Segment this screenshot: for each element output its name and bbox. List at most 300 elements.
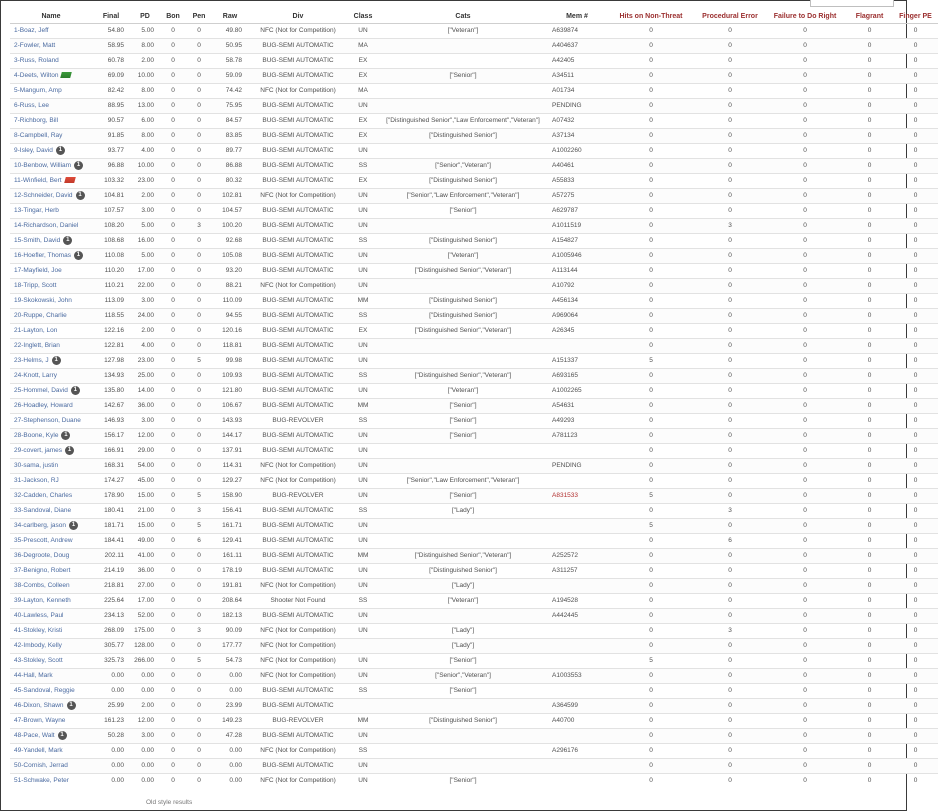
count-badge[interactable]: 1 bbox=[52, 356, 61, 365]
final-cell: 0.00 bbox=[92, 669, 130, 684]
cats-cell: ["Veteran"] bbox=[378, 594, 548, 609]
bon-cell: 0 bbox=[160, 519, 186, 534]
pd-cell: 23.00 bbox=[130, 354, 160, 369]
hits-non-threat-cell: 0 bbox=[606, 114, 696, 129]
final-cell: 218.81 bbox=[92, 579, 130, 594]
bon-cell: 0 bbox=[160, 309, 186, 324]
final-cell: 156.17 bbox=[92, 429, 130, 444]
procedural-error-cell: 0 bbox=[696, 99, 764, 114]
count-badge[interactable]: 1 bbox=[71, 386, 80, 395]
shooter-name: 34-carlberg, jason bbox=[14, 522, 67, 529]
finger-pe-cell: 0 bbox=[893, 249, 938, 264]
hits-non-threat-cell: 0 bbox=[606, 204, 696, 219]
class-cell: UN bbox=[348, 444, 378, 459]
finger-pe-cell: 0 bbox=[893, 24, 938, 39]
failure-to-do-right-cell: 0 bbox=[764, 594, 846, 609]
shooter-name-link[interactable] bbox=[10, 594, 92, 609]
shooter-name-link[interactable] bbox=[10, 774, 92, 789]
div-cell: BUG-SEMI AUTOMATIC bbox=[248, 399, 348, 414]
table-row bbox=[10, 69, 938, 84]
cats-cell: ["Senior","Veteran"] bbox=[378, 159, 548, 174]
col-class[interactable]: Class bbox=[348, 9, 378, 24]
shooter-name: 22-Inglett, Brian bbox=[14, 342, 60, 349]
mem-cell bbox=[548, 759, 606, 774]
div-cell: BUG-SEMI AUTOMATIC bbox=[248, 249, 348, 264]
hits-non-threat-cell: 0 bbox=[606, 594, 696, 609]
failure-to-do-right-cell: 0 bbox=[764, 114, 846, 129]
pd-cell: 22.00 bbox=[130, 279, 160, 294]
final-cell: 108.68 bbox=[92, 234, 130, 249]
cats-cell bbox=[378, 354, 548, 369]
procedural-error-cell: 0 bbox=[696, 204, 764, 219]
hits-non-threat-cell: 0 bbox=[606, 579, 696, 594]
hits-non-threat-cell: 0 bbox=[606, 759, 696, 774]
flagrant-cell: 0 bbox=[846, 249, 893, 264]
procedural-error-cell: 0 bbox=[696, 729, 764, 744]
div-cell: BUG-SEMI AUTOMATIC bbox=[248, 219, 348, 234]
shooter-name-link[interactable] bbox=[10, 729, 92, 744]
procedural-error-cell: 0 bbox=[696, 159, 764, 174]
shooter-name-link[interactable] bbox=[10, 204, 92, 219]
col-flagrant[interactable]: Flagrant bbox=[846, 9, 893, 24]
finger-pe-cell: 0 bbox=[893, 189, 938, 204]
mem-cell: A49293 bbox=[548, 414, 606, 429]
hits-non-threat-cell: 0 bbox=[606, 504, 696, 519]
bon-cell: 0 bbox=[160, 324, 186, 339]
finger-pe-cell: 0 bbox=[893, 129, 938, 144]
pd-cell: 54.00 bbox=[130, 459, 160, 474]
shooter-name-link[interactable] bbox=[10, 39, 92, 54]
failure-to-do-right-cell: 0 bbox=[764, 729, 846, 744]
raw-cell: 88.21 bbox=[212, 279, 248, 294]
shooter-name-link[interactable] bbox=[10, 504, 92, 519]
shooter-name-link[interactable] bbox=[10, 249, 92, 264]
final-cell: 178.90 bbox=[92, 489, 130, 504]
bon-cell: 0 bbox=[160, 279, 186, 294]
table-row bbox=[10, 369, 938, 384]
col-name[interactable]: Name bbox=[10, 9, 92, 24]
procedural-error-cell: 0 bbox=[696, 414, 764, 429]
shooter-name: 20-Ruppe, Charlie bbox=[14, 312, 67, 319]
count-badge[interactable]: 1 bbox=[58, 731, 67, 740]
pen-cell: 0 bbox=[186, 129, 212, 144]
shooter-name-link[interactable] bbox=[10, 414, 92, 429]
shooter-name: 51-Schwake, Peter bbox=[14, 777, 69, 784]
shooter-name-link[interactable] bbox=[10, 684, 92, 699]
shooter-name: 10-Benbow, William bbox=[14, 162, 72, 169]
failure-to-do-right-cell: 0 bbox=[764, 159, 846, 174]
final-cell: 93.77 bbox=[92, 144, 130, 159]
div-cell: NFC (Not for Competition) bbox=[248, 474, 348, 489]
mem-cell: A1011519 bbox=[548, 219, 606, 234]
shooter-name-link[interactable] bbox=[10, 699, 92, 714]
mem-cell: A55833 bbox=[548, 174, 606, 189]
class-cell: UN bbox=[348, 519, 378, 534]
div-cell: BUG-SEMI AUTOMATIC bbox=[248, 294, 348, 309]
shooter-name-link[interactable] bbox=[10, 99, 92, 114]
hits-non-threat-cell: 0 bbox=[606, 189, 696, 204]
final-cell: 234.13 bbox=[92, 609, 130, 624]
pd-cell: 4.00 bbox=[130, 144, 160, 159]
raw-cell: 105.08 bbox=[212, 249, 248, 264]
shooter-name-link[interactable] bbox=[10, 189, 92, 204]
col-final[interactable]: Final bbox=[92, 9, 130, 24]
bon-cell: 0 bbox=[160, 204, 186, 219]
bon-cell: 0 bbox=[160, 534, 186, 549]
shooter-name-link[interactable] bbox=[10, 399, 92, 414]
shooter-name-link[interactable] bbox=[10, 144, 92, 159]
flag-green-icon bbox=[61, 72, 73, 78]
col-failure-to-do-right[interactable]: Failure to Do Right bbox=[764, 9, 846, 24]
bon-cell: 0 bbox=[160, 234, 186, 249]
count-badge[interactable]: 1 bbox=[61, 431, 70, 440]
shooter-name: 35-Prescott, Andrew bbox=[14, 537, 73, 544]
shooter-name-link[interactable] bbox=[10, 444, 92, 459]
pen-cell: 0 bbox=[186, 609, 212, 624]
hits-non-threat-cell: 0 bbox=[606, 174, 696, 189]
finger-pe-cell: 0 bbox=[893, 654, 938, 669]
finger-pe-cell: 0 bbox=[893, 564, 938, 579]
finger-pe-cell: 0 bbox=[893, 69, 938, 84]
cats-cell: ["Distinguished Senior"] bbox=[378, 234, 548, 249]
bon-cell: 0 bbox=[160, 654, 186, 669]
pen-cell: 0 bbox=[186, 39, 212, 54]
div-cell: BUG-SEMI AUTOMATIC bbox=[248, 114, 348, 129]
final-cell: 166.91 bbox=[92, 444, 130, 459]
flagrant-cell: 0 bbox=[846, 309, 893, 324]
final-cell: 91.85 bbox=[92, 129, 130, 144]
table-row bbox=[10, 624, 938, 639]
shooter-name-link[interactable] bbox=[10, 309, 92, 324]
procedural-error-cell: 0 bbox=[696, 84, 764, 99]
shooter-name-link[interactable] bbox=[10, 54, 92, 69]
raw-cell: 49.80 bbox=[212, 24, 248, 39]
bon-cell: 0 bbox=[160, 369, 186, 384]
col-raw[interactable]: Raw bbox=[212, 9, 248, 24]
flagrant-cell: 0 bbox=[846, 534, 893, 549]
finger-pe-cell: 0 bbox=[893, 579, 938, 594]
shooter-name-link[interactable] bbox=[10, 369, 92, 384]
shooter-name-link[interactable] bbox=[10, 384, 92, 399]
shooter-name-link[interactable] bbox=[10, 489, 92, 504]
shooter-name: 36-Degroote, Doug bbox=[14, 552, 70, 559]
shooter-name-link[interactable] bbox=[10, 69, 92, 84]
raw-cell: 58.78 bbox=[212, 54, 248, 69]
shooter-name-link[interactable] bbox=[10, 114, 92, 129]
flagrant-cell: 0 bbox=[846, 144, 893, 159]
mem-cell: A194528 bbox=[548, 594, 606, 609]
pd-cell: 0.00 bbox=[130, 669, 160, 684]
shooter-name-link[interactable] bbox=[10, 654, 92, 669]
hits-non-threat-cell: 5 bbox=[606, 354, 696, 369]
shooter-name-link[interactable] bbox=[10, 519, 92, 534]
shooter-name: 42-Imbody, Kelly bbox=[14, 642, 62, 649]
final-cell: 110.08 bbox=[92, 249, 130, 264]
div-cell: Shooter Not Found bbox=[248, 594, 348, 609]
final-cell: 184.41 bbox=[92, 534, 130, 549]
cats-cell: ["Senior","Law Enforcement","Veteran"] bbox=[378, 189, 548, 204]
class-cell: UN bbox=[348, 534, 378, 549]
shooter-name-link[interactable] bbox=[10, 669, 92, 684]
procedural-error-cell: 0 bbox=[696, 249, 764, 264]
hits-non-threat-cell: 0 bbox=[606, 414, 696, 429]
shooter-name-link[interactable] bbox=[10, 294, 92, 309]
div-cell: BUG-SEMI AUTOMATIC bbox=[248, 129, 348, 144]
pd-cell: 5.00 bbox=[130, 249, 160, 264]
pd-cell: 10.00 bbox=[130, 159, 160, 174]
final-cell: 325.73 bbox=[92, 654, 130, 669]
table-row bbox=[10, 654, 938, 669]
finger-pe-cell: 0 bbox=[893, 714, 938, 729]
class-cell: UN bbox=[348, 144, 378, 159]
class-cell: SS bbox=[348, 159, 378, 174]
count-badge[interactable]: 1 bbox=[74, 251, 83, 260]
final-cell: 104.81 bbox=[92, 189, 130, 204]
pen-cell: 0 bbox=[186, 669, 212, 684]
table-row bbox=[10, 534, 938, 549]
shooter-name-link[interactable] bbox=[10, 609, 92, 624]
col-bon[interactable]: Bon bbox=[160, 9, 186, 24]
shooter-name-link[interactable] bbox=[10, 474, 92, 489]
col-cats[interactable]: Cats bbox=[378, 9, 548, 24]
old-style-results-link[interactable]: Old style results bbox=[146, 799, 193, 806]
final-cell: 107.57 bbox=[92, 204, 130, 219]
bon-cell: 0 bbox=[160, 114, 186, 129]
table-row bbox=[10, 264, 938, 279]
flagrant-cell: 0 bbox=[846, 459, 893, 474]
cats-cell: ["Lady"] bbox=[378, 624, 548, 639]
hits-non-threat-cell: 0 bbox=[606, 609, 696, 624]
failure-to-do-right-cell: 0 bbox=[764, 129, 846, 144]
pd-cell: 13.00 bbox=[130, 99, 160, 114]
procedural-error-cell: 0 bbox=[696, 129, 764, 144]
procedural-error-cell: 0 bbox=[696, 489, 764, 504]
table-row bbox=[10, 744, 938, 759]
final-cell: 0.00 bbox=[92, 759, 130, 774]
finger-pe-cell: 0 bbox=[893, 744, 938, 759]
count-badge[interactable]: 1 bbox=[67, 701, 76, 710]
bon-cell: 0 bbox=[160, 129, 186, 144]
bon-cell: 0 bbox=[160, 504, 186, 519]
shooter-name-link[interactable] bbox=[10, 279, 92, 294]
class-cell: UN bbox=[348, 249, 378, 264]
hits-non-threat-cell: 0 bbox=[606, 459, 696, 474]
div-cell: BUG-SEMI AUTOMATIC bbox=[248, 309, 348, 324]
procedural-error-cell: 0 bbox=[696, 174, 764, 189]
hits-non-threat-cell: 0 bbox=[606, 384, 696, 399]
col-procedural-error[interactable]: Procedural Error bbox=[696, 9, 764, 24]
shooter-name-link[interactable] bbox=[10, 159, 92, 174]
col-div[interactable]: Div bbox=[248, 9, 348, 24]
bon-cell: 0 bbox=[160, 144, 186, 159]
count-badge[interactable]: 1 bbox=[56, 146, 65, 155]
pen-cell: 0 bbox=[186, 309, 212, 324]
cats-cell: ["Senior"] bbox=[378, 489, 548, 504]
col-hits-non-threat[interactable]: Hits on Non-Threat bbox=[606, 9, 696, 24]
finger-pe-cell: 0 bbox=[893, 234, 938, 249]
pen-cell: 0 bbox=[186, 249, 212, 264]
hits-non-threat-cell: 0 bbox=[606, 564, 696, 579]
shooter-name-link[interactable] bbox=[10, 639, 92, 654]
flagrant-cell: 0 bbox=[846, 129, 893, 144]
raw-cell: 100.20 bbox=[212, 219, 248, 234]
final-cell: 142.67 bbox=[92, 399, 130, 414]
shooter-name-link[interactable] bbox=[10, 714, 92, 729]
cats-cell: ["Distinguished Senior"] bbox=[378, 309, 548, 324]
mem-cell: A1005946 bbox=[548, 249, 606, 264]
class-cell: SS bbox=[348, 369, 378, 384]
table-row bbox=[10, 54, 938, 69]
col-mem[interactable]: Mem # bbox=[548, 9, 606, 24]
shooter-name-link[interactable] bbox=[10, 234, 92, 249]
shooter-name-link[interactable] bbox=[10, 579, 92, 594]
table-row bbox=[10, 474, 938, 489]
hits-non-threat-cell: 0 bbox=[606, 294, 696, 309]
mem-cell: A10792 bbox=[548, 279, 606, 294]
shooter-name-link[interactable] bbox=[10, 624, 92, 639]
hits-non-threat-cell: 0 bbox=[606, 264, 696, 279]
finger-pe-cell: 0 bbox=[893, 609, 938, 624]
final-cell: 0.00 bbox=[92, 684, 130, 699]
hits-non-threat-cell: 0 bbox=[606, 774, 696, 789]
final-cell: 214.19 bbox=[92, 564, 130, 579]
flagrant-cell: 0 bbox=[846, 159, 893, 174]
shooter-name-link[interactable] bbox=[10, 339, 92, 354]
procedural-error-cell: 0 bbox=[696, 654, 764, 669]
col-finger-pe[interactable]: Finger PE bbox=[893, 9, 938, 24]
flagrant-cell: 0 bbox=[846, 564, 893, 579]
mem-cell: A26345 bbox=[548, 324, 606, 339]
failure-to-do-right-cell: 0 bbox=[764, 699, 846, 714]
shooter-name: 15-Smith, David bbox=[14, 237, 61, 244]
procedural-error-cell: 0 bbox=[696, 759, 764, 774]
flagrant-cell: 0 bbox=[846, 369, 893, 384]
pd-cell: 8.00 bbox=[130, 84, 160, 99]
count-badge[interactable]: 1 bbox=[69, 521, 78, 530]
bon-cell: 0 bbox=[160, 69, 186, 84]
shooter-name-link[interactable] bbox=[10, 429, 92, 444]
pd-cell: 2.00 bbox=[130, 54, 160, 69]
mem-cell: A37134 bbox=[548, 129, 606, 144]
raw-cell: 23.99 bbox=[212, 699, 248, 714]
count-badge[interactable]: 1 bbox=[74, 161, 83, 170]
flagrant-cell: 0 bbox=[846, 399, 893, 414]
failure-to-do-right-cell: 0 bbox=[764, 459, 846, 474]
class-cell: SS bbox=[348, 309, 378, 324]
cats-cell: ["Senior"] bbox=[378, 654, 548, 669]
shooter-name-link[interactable] bbox=[10, 564, 92, 579]
hits-non-threat-cell: 0 bbox=[606, 429, 696, 444]
procedural-error-cell: 0 bbox=[696, 39, 764, 54]
finger-pe-cell: 0 bbox=[893, 324, 938, 339]
shooter-name-link[interactable] bbox=[10, 84, 92, 99]
mem-cell bbox=[548, 534, 606, 549]
procedural-error-cell: 0 bbox=[696, 189, 764, 204]
shooter-name-link[interactable] bbox=[10, 549, 92, 564]
shooter-name: 31-Jackson, RJ bbox=[14, 477, 59, 484]
shooter-name: 26-Hoadley, Howard bbox=[14, 402, 73, 409]
cats-cell: ["Distinguished Senior"] bbox=[378, 129, 548, 144]
flagrant-cell: 0 bbox=[846, 639, 893, 654]
div-cell: NFC (Not for Competition) bbox=[248, 744, 348, 759]
table-row bbox=[10, 84, 938, 99]
pd-cell: 8.00 bbox=[130, 39, 160, 54]
pd-cell: 36.00 bbox=[130, 399, 160, 414]
shooter-name-link[interactable] bbox=[10, 219, 92, 234]
table-row bbox=[10, 174, 938, 189]
final-cell: 180.41 bbox=[92, 504, 130, 519]
div-cell: BUG-SEMI AUTOMATIC bbox=[248, 369, 348, 384]
cats-cell: ["Lady"] bbox=[378, 504, 548, 519]
hits-non-threat-cell: 0 bbox=[606, 669, 696, 684]
shooter-name: 50-Cornish, Jerrad bbox=[14, 762, 68, 769]
shooter-name-link[interactable] bbox=[10, 759, 92, 774]
pd-cell: 41.00 bbox=[130, 549, 160, 564]
raw-cell: 74.42 bbox=[212, 84, 248, 99]
col-pen[interactable]: Pen bbox=[186, 9, 212, 24]
shooter-name-link[interactable] bbox=[10, 534, 92, 549]
shooter-name: 32-Cadden, Charles bbox=[14, 492, 73, 499]
pen-cell: 0 bbox=[186, 279, 212, 294]
flagrant-cell: 0 bbox=[846, 234, 893, 249]
pd-cell: 21.00 bbox=[130, 504, 160, 519]
class-cell: UN bbox=[348, 564, 378, 579]
shooter-name-link[interactable] bbox=[10, 264, 92, 279]
mem-cell: A57275 bbox=[548, 189, 606, 204]
flagrant-cell: 0 bbox=[846, 219, 893, 234]
hits-non-threat-cell: 0 bbox=[606, 534, 696, 549]
count-badge[interactable]: 1 bbox=[65, 446, 74, 455]
procedural-error-cell: 0 bbox=[696, 234, 764, 249]
raw-cell: 121.80 bbox=[212, 384, 248, 399]
table-row bbox=[10, 519, 938, 534]
cats-cell bbox=[378, 99, 548, 114]
div-cell: BUG-REVOLVER bbox=[248, 489, 348, 504]
shooter-name-link[interactable] bbox=[10, 354, 92, 369]
finger-pe-cell: 0 bbox=[893, 504, 938, 519]
bon-cell: 0 bbox=[160, 219, 186, 234]
shooter-name-link[interactable] bbox=[10, 174, 92, 189]
cats-cell bbox=[378, 744, 548, 759]
finger-pe-cell: 0 bbox=[893, 99, 938, 114]
procedural-error-cell: 0 bbox=[696, 264, 764, 279]
count-badge[interactable]: 1 bbox=[63, 236, 72, 245]
shooter-name-link[interactable] bbox=[10, 129, 92, 144]
cats-cell bbox=[378, 444, 548, 459]
div-cell: NFC (Not for Competition) bbox=[248, 639, 348, 654]
table-row bbox=[10, 279, 938, 294]
shooter-name-link[interactable] bbox=[10, 24, 92, 39]
bon-cell: 0 bbox=[160, 414, 186, 429]
final-cell: 127.98 bbox=[92, 354, 130, 369]
failure-to-do-right-cell: 0 bbox=[764, 684, 846, 699]
count-badge[interactable]: 1 bbox=[76, 191, 85, 200]
col-pd[interactable]: PD bbox=[130, 9, 160, 24]
finger-pe-cell: 0 bbox=[893, 534, 938, 549]
failure-to-do-right-cell: 0 bbox=[764, 54, 846, 69]
shooter-name-link[interactable] bbox=[10, 324, 92, 339]
pd-cell: 0.00 bbox=[130, 774, 160, 789]
shooter-name-link[interactable] bbox=[10, 459, 92, 474]
corner-widget[interactable] bbox=[810, 0, 894, 7]
shooter-name-link[interactable] bbox=[10, 744, 92, 759]
shooter-name: 18-Tripp, Scott bbox=[14, 282, 57, 289]
failure-to-do-right-cell: 0 bbox=[764, 99, 846, 114]
shooter-name: 4-Deets, Wilton bbox=[14, 72, 59, 79]
finger-pe-cell: 0 bbox=[893, 384, 938, 399]
finger-pe-cell: 0 bbox=[893, 684, 938, 699]
bon-cell: 0 bbox=[160, 339, 186, 354]
